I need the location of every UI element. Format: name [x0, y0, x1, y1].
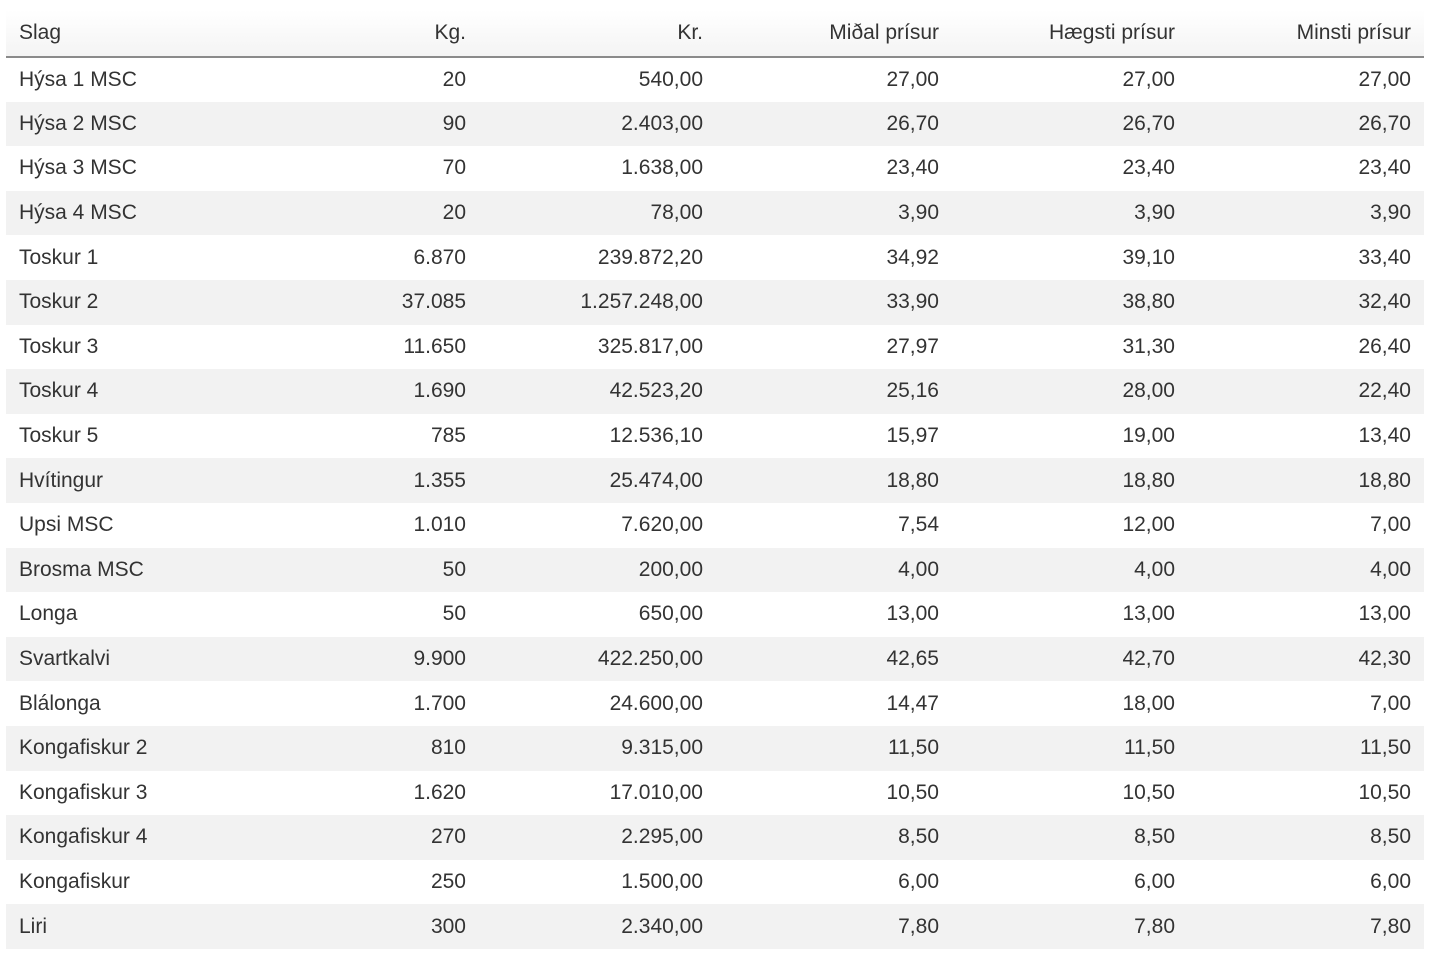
cell-haegsti-prisur: 11,50	[952, 726, 1188, 771]
table-row	[6, 280, 1424, 325]
cell-kg: 70	[442, 156, 466, 180]
table-row	[6, 815, 1424, 860]
table-row	[6, 146, 1424, 191]
cell-haegsti-prisur: 12,00	[1122, 513, 1175, 537]
table-row	[6, 681, 1424, 726]
cell-slag: Toskur 5	[19, 424, 99, 448]
cell-slag: Longa	[19, 602, 78, 626]
cell-haegsti-prisur: 23,40	[1122, 156, 1175, 180]
table-row	[6, 503, 1424, 548]
cell-kr: 2.403,00	[479, 102, 716, 147]
cell-midal-prisur: 18,80	[716, 458, 952, 503]
cell-kr: 25.474,00	[479, 458, 716, 503]
table-row	[6, 458, 1424, 503]
cell-kg: 1.355	[243, 458, 479, 503]
cell-midal-prisur: 14,47	[886, 691, 939, 715]
cell-minsti-prisur: 11,50	[1188, 726, 1424, 771]
table-header	[6, 10, 1424, 57]
cell-midal-prisur: 33,90	[716, 280, 952, 325]
cell-haegsti-prisur: 6,00	[1134, 869, 1175, 893]
cell-midal-prisur: 23,40	[886, 156, 939, 180]
cell-minsti-prisur: 26,40	[1358, 334, 1411, 358]
cell-kg: 250	[430, 869, 466, 893]
cell-midal-prisur: 34,92	[886, 245, 939, 269]
cell-midal-prisur: 42,65	[716, 637, 952, 682]
cell-kr: 12.536,10	[609, 424, 703, 448]
cell-midal-prisur: 7,54	[898, 513, 939, 537]
cell-midal-prisur: 13,00	[886, 602, 939, 626]
cell-haegsti-prisur: 19,00	[1122, 424, 1175, 448]
cell-kr: 650,00	[638, 602, 703, 626]
cell-midal-prisur: 25,16	[716, 369, 952, 414]
cell-haegsti-prisur: 10,50	[1122, 780, 1175, 804]
cell-kg: 20	[442, 67, 466, 91]
cell-kg: 1.010	[413, 513, 466, 537]
cell-slag: Blálonga	[19, 691, 101, 715]
cell-minsti-prisur: 6,00	[1370, 869, 1411, 893]
cell-kr: 325.817,00	[597, 334, 703, 358]
cell-slag: Hýsa 4 MSC	[6, 191, 243, 236]
table-row	[6, 592, 1424, 637]
cell-haegsti-prisur: 13,00	[1122, 602, 1175, 626]
cell-kg: 270	[243, 815, 479, 860]
cell-slag: Toskur 2	[6, 280, 243, 325]
cell-slag: Toskur 1	[19, 245, 99, 269]
table-row	[6, 102, 1424, 147]
cell-minsti-prisur: 3,90	[1188, 191, 1424, 236]
cell-kr: 9.315,00	[479, 726, 716, 771]
cell-kg: 50	[243, 548, 479, 593]
cell-minsti-prisur: 13,40	[1358, 424, 1411, 448]
cell-minsti-prisur: 13,00	[1358, 602, 1411, 626]
cell-kg: 300	[243, 904, 479, 949]
cell-slag: Kongafiskur 2	[6, 726, 243, 771]
cell-kg: 11.650	[403, 334, 466, 358]
cell-midal-prisur: 11,50	[716, 726, 952, 771]
cell-slag: Kongafiskur 4	[6, 815, 243, 860]
cell-midal-prisur: 26,70	[716, 102, 952, 147]
cell-kr: 2.295,00	[479, 815, 716, 860]
cell-minsti-prisur: 22,40	[1188, 369, 1424, 414]
cell-kr: 1.257.248,00	[479, 280, 716, 325]
cell-kg: 9.900	[243, 637, 479, 682]
cell-minsti-prisur: 18,80	[1188, 458, 1424, 503]
price-table-container	[6, 10, 1424, 949]
cell-minsti-prisur: 23,40	[1358, 156, 1411, 180]
column-header-slag[interactable]: Slag	[6, 10, 243, 57]
cell-haegsti-prisur: 18,80	[952, 458, 1188, 503]
cell-kr: 200,00	[479, 548, 716, 593]
cell-minsti-prisur: 4,00	[1188, 548, 1424, 593]
cell-midal-prisur: 4,00	[716, 548, 952, 593]
price-table	[6, 10, 1424, 949]
cell-kr: 7.620,00	[621, 513, 703, 537]
cell-kr: 2.340,00	[479, 904, 716, 949]
cell-kg: 810	[243, 726, 479, 771]
table-row	[6, 57, 1424, 102]
cell-kg: 1.620	[413, 780, 466, 804]
cell-slag: Toskur 4	[6, 369, 243, 414]
column-header-midal-prisur[interactable]: Miðal prísur	[716, 10, 952, 57]
cell-kg: 50	[442, 602, 466, 626]
cell-haegsti-prisur: 28,00	[952, 369, 1188, 414]
cell-minsti-prisur: 7,00	[1370, 513, 1411, 537]
cell-haegsti-prisur: 39,10	[1122, 245, 1175, 269]
table-row	[6, 235, 1424, 280]
cell-midal-prisur: 27,00	[886, 67, 939, 91]
cell-haegsti-prisur: 31,30	[1122, 334, 1175, 358]
cell-slag: Toskur 3	[19, 334, 99, 358]
cell-kr: 42.523,20	[479, 369, 716, 414]
cell-haegsti-prisur: 3,90	[952, 191, 1188, 236]
cell-kg: 785	[430, 424, 466, 448]
cell-slag: Liri	[6, 904, 243, 949]
cell-haegsti-prisur: 7,80	[952, 904, 1188, 949]
cell-minsti-prisur: 32,40	[1188, 280, 1424, 325]
column-header-haegsti-prisur[interactable]: Hægsti prísur	[952, 10, 1188, 57]
cell-kg: 1.690	[243, 369, 479, 414]
cell-kg: 6.870	[413, 245, 466, 269]
cell-midal-prisur: 10,50	[886, 780, 939, 804]
table-body	[6, 57, 1424, 949]
table-row	[6, 414, 1424, 459]
cell-minsti-prisur: 7,80	[1188, 904, 1424, 949]
cell-minsti-prisur: 7,00	[1370, 691, 1411, 715]
table-row	[6, 191, 1424, 236]
cell-haegsti-prisur: 27,00	[1122, 67, 1175, 91]
column-header-kg[interactable]: Kg.	[243, 10, 479, 57]
cell-kg: 20	[243, 191, 479, 236]
cell-minsti-prisur: 33,40	[1358, 245, 1411, 269]
cell-kr: 78,00	[479, 191, 716, 236]
cell-slag: Kongafiskur	[19, 869, 130, 893]
cell-kr: 540,00	[638, 67, 703, 91]
cell-minsti-prisur: 42,30	[1188, 637, 1424, 682]
cell-haegsti-prisur: 8,50	[952, 815, 1188, 860]
cell-midal-prisur: 6,00	[898, 869, 939, 893]
cell-kr: 1.638,00	[621, 156, 703, 180]
cell-slag: Svartkalvi	[6, 637, 243, 682]
cell-kg: 1.700	[413, 691, 466, 715]
cell-kr: 24.600,00	[609, 691, 703, 715]
table-row	[6, 904, 1424, 949]
cell-minsti-prisur: 27,00	[1358, 67, 1411, 91]
cell-haegsti-prisur: 26,70	[952, 102, 1188, 147]
cell-midal-prisur: 27,97	[886, 334, 939, 358]
table-row	[6, 726, 1424, 771]
table-row	[6, 325, 1424, 370]
table-row	[6, 860, 1424, 905]
cell-midal-prisur: 15,97	[886, 424, 939, 448]
cell-haegsti-prisur: 4,00	[952, 548, 1188, 593]
cell-minsti-prisur: 10,50	[1358, 780, 1411, 804]
cell-kr: 17.010,00	[609, 780, 703, 804]
cell-kr: 422.250,00	[479, 637, 716, 682]
cell-slag: Upsi MSC	[19, 513, 114, 537]
cell-haegsti-prisur: 38,80	[952, 280, 1188, 325]
cell-haegsti-prisur: 18,00	[1122, 691, 1175, 715]
column-header-kr[interactable]: Kr.	[479, 10, 716, 57]
cell-kr: 239.872,20	[597, 245, 703, 269]
cell-slag: Hýsa 1 MSC	[19, 67, 137, 91]
cell-midal-prisur: 7,80	[716, 904, 952, 949]
cell-kg: 37.085	[243, 280, 479, 325]
cell-slag: Kongafiskur 3	[19, 780, 148, 804]
cell-kr: 1.500,00	[621, 869, 703, 893]
table-row	[6, 369, 1424, 414]
cell-midal-prisur: 3,90	[716, 191, 952, 236]
column-header-minsti-prisur[interactable]: Minsti prísur	[1188, 10, 1424, 57]
cell-slag: Hýsa 2 MSC	[6, 102, 243, 147]
cell-midal-prisur: 8,50	[716, 815, 952, 860]
cell-slag: Hvítingur	[6, 458, 243, 503]
cell-slag: Hýsa 3 MSC	[19, 156, 137, 180]
cell-minsti-prisur: 8,50	[1188, 815, 1424, 860]
cell-slag: Brosma MSC	[6, 548, 243, 593]
cell-kg: 90	[243, 102, 479, 147]
cell-haegsti-prisur: 42,70	[952, 637, 1188, 682]
table-row	[6, 548, 1424, 593]
cell-minsti-prisur: 26,70	[1188, 102, 1424, 147]
header-row	[6, 10, 1424, 57]
table-row	[6, 771, 1424, 816]
table-row	[6, 637, 1424, 682]
